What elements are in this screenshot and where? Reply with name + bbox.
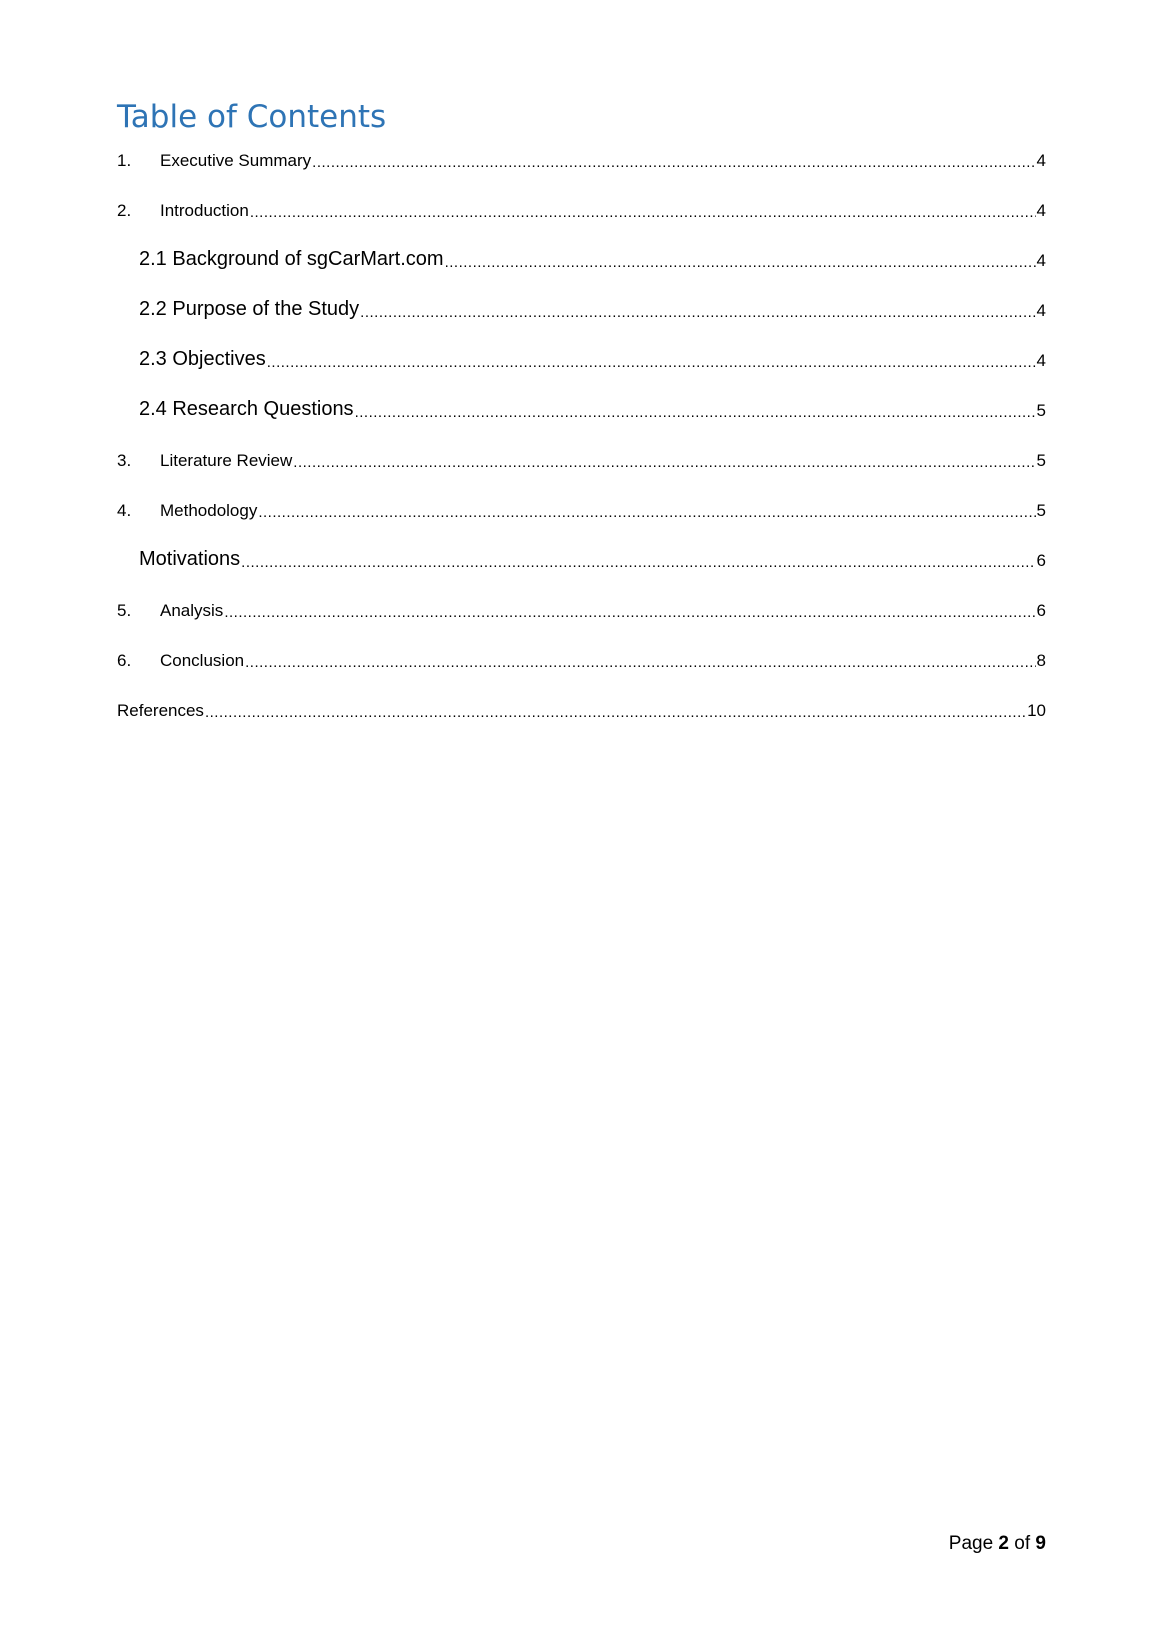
toc-entry-page: 4: [1036, 301, 1046, 320]
footer-current-page: 2: [998, 1533, 1009, 1554]
toc-entry-page: 4: [1036, 351, 1046, 370]
page-footer: [949, 1533, 1046, 1555]
toc-entry-research-questions[interactable]: [117, 395, 1046, 421]
footer-page-label: Page: [948, 1533, 994, 1554]
toc-dot-leader: [241, 554, 1035, 571]
toc-dot-leader: [224, 604, 1035, 621]
toc-entry-page: 5: [1036, 451, 1046, 470]
toc-entry-background[interactable]: [117, 245, 1046, 271]
toc-entry-label: 2.2 Purpose of the Study: [139, 298, 360, 320]
toc-dot-leader: [312, 154, 1035, 171]
toc-dot-leader: [250, 204, 1036, 221]
toc-entry-analysis[interactable]: [117, 595, 1046, 621]
toc-entry-number: 2.: [117, 201, 132, 220]
toc-entry-label: Motivations: [139, 548, 241, 570]
toc-dot-leader: [360, 304, 1035, 321]
toc-dot-leader: [267, 354, 1036, 371]
toc-entry-page: 6: [1036, 551, 1046, 570]
toc-dot-leader: [245, 654, 1035, 671]
toc-entry-conclusion[interactable]: [117, 645, 1046, 671]
toc-title: Table of Contents: [117, 99, 387, 135]
toc-dot-leader: [293, 454, 1035, 471]
toc-entry-number: 5.: [117, 601, 132, 620]
toc-entry-purpose[interactable]: [117, 295, 1046, 321]
footer-total-pages: 9: [1035, 1533, 1046, 1554]
toc-entry-introduction[interactable]: [117, 195, 1046, 221]
toc-dot-leader: [258, 504, 1035, 521]
toc-entry-label: 2.4 Research Questions: [139, 398, 354, 420]
toc-entry-label: Executive Summary: [160, 151, 312, 170]
toc-entry-objectives[interactable]: [117, 345, 1046, 371]
toc-entry-label: Literature Review: [160, 451, 293, 470]
toc-entry-label: References: [117, 701, 204, 720]
toc-entry-number: 6.: [117, 651, 132, 670]
toc-entry-number: 3.: [117, 451, 132, 470]
toc-dot-leader: [445, 254, 1036, 271]
toc-entry-page: 5: [1036, 501, 1046, 520]
toc-entry-literature-review[interactable]: [117, 445, 1046, 471]
toc-dot-leader: [205, 704, 1026, 721]
toc-entry-number: 4.: [117, 501, 132, 520]
toc-entry-number: 1.: [117, 151, 132, 170]
toc-entry-label: Conclusion: [160, 651, 245, 670]
toc-entry-page: 8: [1036, 651, 1046, 670]
toc-entry-methodology[interactable]: [117, 495, 1046, 521]
toc-entry-page: 4: [1036, 151, 1046, 170]
toc-entry-executive-summary[interactable]: [117, 145, 1046, 171]
toc-entry-references[interactable]: [117, 695, 1046, 721]
toc-entry-page: 10: [1027, 701, 1046, 720]
toc-entry-page: 4: [1036, 251, 1046, 270]
toc-dot-leader: [355, 404, 1036, 421]
toc-entry-page: 4: [1036, 201, 1046, 220]
toc-entry-label: 2.1 Background of sgCarMart.com: [139, 248, 444, 270]
toc-entry-label: Analysis: [160, 601, 224, 620]
toc-entry-label: Introduction: [160, 201, 249, 220]
toc-entry-page: 5: [1036, 401, 1046, 420]
footer-of-label: of: [1014, 1533, 1031, 1554]
toc-entry-label: 2.3 Objectives: [139, 348, 266, 370]
toc-entry-motivations[interactable]: [117, 545, 1046, 571]
toc-entry-label: Methodology: [160, 501, 258, 520]
toc-entry-page: 6: [1036, 601, 1046, 620]
